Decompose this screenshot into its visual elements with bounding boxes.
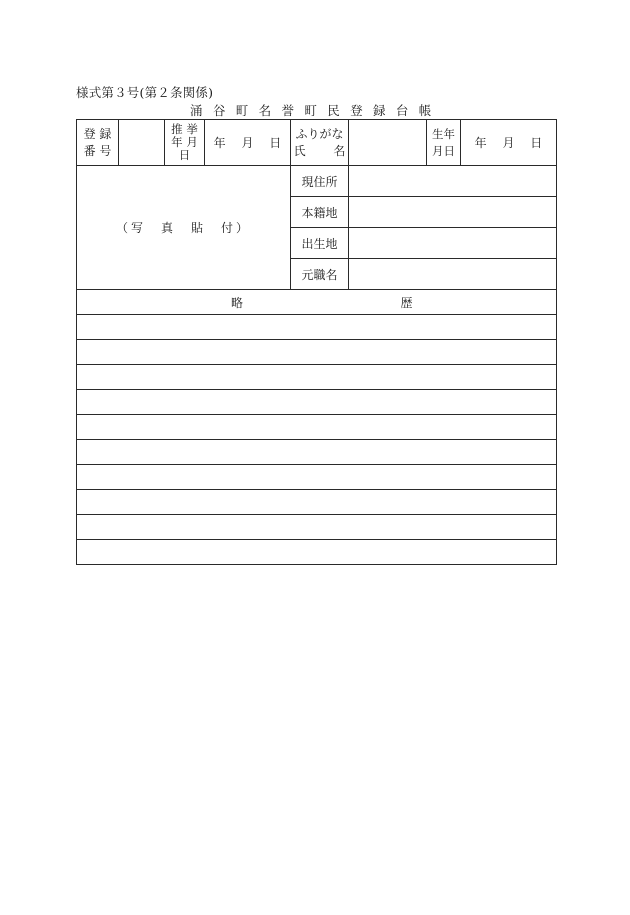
history-entry[interactable] bbox=[77, 415, 557, 440]
current-address-row bbox=[77, 166, 557, 197]
recommendation-date-label: 推 挙 年 月 日 bbox=[165, 120, 205, 166]
registration-number-label: 登 録 番 号 bbox=[77, 120, 119, 166]
domicile-label: 本籍地 bbox=[291, 197, 349, 228]
birth-date-field[interactable]: 年 月 日 bbox=[461, 120, 557, 166]
history-row bbox=[77, 465, 557, 490]
recommendation-date-field[interactable]: 年 月 日 bbox=[205, 120, 291, 166]
birth-date-label: 生年 月日 bbox=[427, 120, 461, 166]
history-entry[interactable] bbox=[77, 390, 557, 415]
current-address-field[interactable] bbox=[349, 166, 557, 197]
history-entry[interactable] bbox=[77, 490, 557, 515]
history-row bbox=[77, 440, 557, 465]
history-row bbox=[77, 340, 557, 365]
current-address-label: 現住所 bbox=[291, 166, 349, 197]
history-row bbox=[77, 315, 557, 340]
history-header-row bbox=[77, 290, 557, 315]
history-heading: 略 歴 bbox=[77, 290, 557, 315]
photo-area[interactable]: （写 真 貼 付） bbox=[77, 166, 291, 290]
former-position-label: 元職名 bbox=[291, 259, 349, 290]
history-entry[interactable] bbox=[77, 315, 557, 340]
form-title: 涌 谷 町 名 誉 町 民 登 録 台 帳 bbox=[190, 103, 435, 118]
domicile-field[interactable] bbox=[349, 197, 557, 228]
history-row bbox=[77, 415, 557, 440]
history-row bbox=[77, 365, 557, 390]
history-row bbox=[77, 540, 557, 565]
birthplace-field[interactable] bbox=[349, 228, 557, 259]
birthplace-label: 出生地 bbox=[291, 228, 349, 259]
registration-number-field[interactable] bbox=[119, 120, 165, 166]
history-entry[interactable] bbox=[77, 365, 557, 390]
history-entry[interactable] bbox=[77, 540, 557, 565]
history-entry[interactable] bbox=[77, 340, 557, 365]
history-entry[interactable] bbox=[77, 440, 557, 465]
name-field[interactable] bbox=[349, 120, 427, 166]
history-entry[interactable] bbox=[77, 515, 557, 540]
header-row bbox=[77, 120, 557, 166]
form-number-label: 様式第３号(第２条関係) bbox=[76, 85, 214, 100]
history-row bbox=[77, 390, 557, 415]
register-table bbox=[76, 119, 557, 565]
history-entry[interactable] bbox=[77, 465, 557, 490]
name-label: ふりがな 氏 名 bbox=[291, 120, 349, 166]
history-row bbox=[77, 515, 557, 540]
former-position-field[interactable] bbox=[349, 259, 557, 290]
history-row bbox=[77, 490, 557, 515]
